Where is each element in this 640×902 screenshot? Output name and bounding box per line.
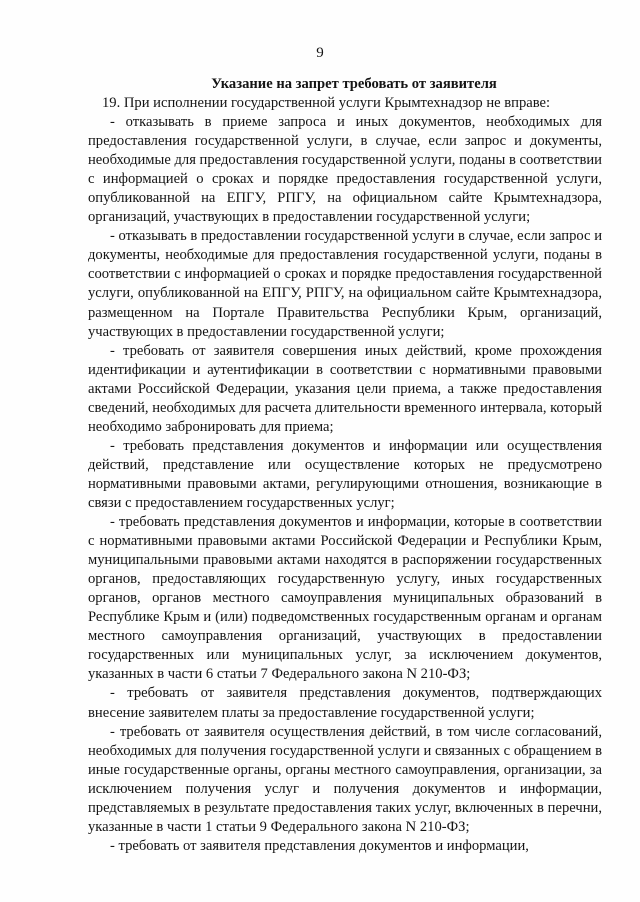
list-item: - требовать от заявителя представления документов и информации, — [110, 837, 529, 854]
section-body — [88, 75, 602, 856]
page-number: 9 — [316, 45, 324, 61]
list-item: - требовать представления документов и информации или осуществления действий, представление или осуществление которых не предусмотрено нормативными правовыми актами, регулирующими отношения, возникающие в связи с предоставлением государственных услуг; — [88, 437, 602, 511]
section-intro: 19. При исполнении государственной услуги Крымтехнадзор не вправе: — [102, 95, 551, 111]
list-item: - требовать от заявителя совершения иных действий, кроме прохождения идентификации и аутентификации в соответствии с нормативными правовыми актами Российской Федерации, указания цели приема, а также предоставления сведений, необходимых для расчета длительности временного интервала, который необходимо забронировать для приема; — [88, 342, 602, 435]
list-item: - требовать представления документов и информации, которые в соответствии с нормативными правовыми актами Российской Федерации и Республики Крым, муниципальными правовыми актами находятся в распоряжении государственных органов, предоставляющих государственную услугу, иных государственных органов, органов местного самоуправления муниципальных образований в Республике Крым и (или) подведомственных государственным органам и органам местного самоуправления организаций, участвующих в предоставлении государственных или муниципальных услуг, за исключением документов, указанных в части 6 статьи 7 Федерального закона N 210-ФЗ; — [88, 514, 602, 683]
list-item: - отказывать в приеме запроса и иных документов, необходимых для предоставления государственной услуги, в случае, если запрос и документы, необходимые для предоставления государственной услуги, поданы в соответствии с информацией о сроках и порядке предоставления государственной услуги, опубликованной на ЕПГУ, РПГУ, на официальном сайте Крымтехнадзора, организаций, участвующих в предоставлении государственной услуги; — [88, 114, 602, 226]
section-heading: Указание на запрет требовать от заявителя — [211, 76, 497, 92]
list-item: - требовать от заявителя представления документов, подтверждающих внесение заявителем платы за предоставление государственной услуги; — [88, 685, 602, 721]
list-item: - отказывать в предоставлении государственной услуги в случае, если запрос и документы, необходимые для предоставления государственной услуги, поданы в соответствии с информацией о сроках и порядке предоставления государственной услуги, опубликованной на ЕПГУ, РПГУ, на официальном сайте Крымтехнадзора, размещенном на Портале Правительства Республики Крым, организаций, участвующих в предоставлении государственной услуги; — [88, 228, 602, 340]
list-item: - требовать от заявителя осуществления действий, в том числе согласований, необходимых для получения государственной услуги и связанных с обращением в иные государственные органы, органы местного самоуправления, организации, за исключением получения услуг и получения документов и информации, представляемых в результате предоставления таких услуг, включенных в перечни, указанные в части 1 статьи 9 Федерального закона N 210-ФЗ; — [88, 723, 602, 835]
